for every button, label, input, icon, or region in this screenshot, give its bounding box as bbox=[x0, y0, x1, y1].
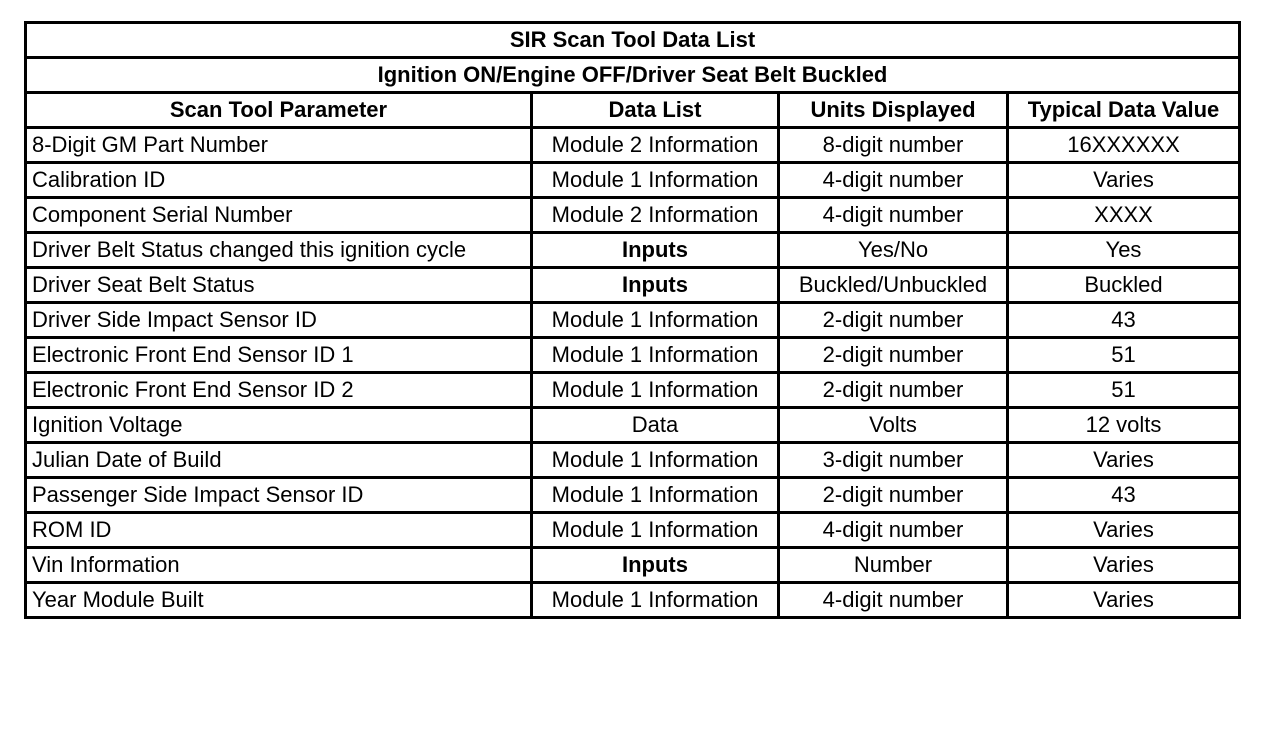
table-row bbox=[26, 548, 1240, 583]
cell-typical-value: Varies bbox=[1008, 583, 1240, 618]
cell-typical-value: XXXX bbox=[1008, 198, 1240, 233]
table-row bbox=[26, 233, 1240, 268]
cell-data-list: Inputs bbox=[532, 268, 779, 303]
cell-parameter: Driver Side Impact Sensor ID bbox=[26, 303, 532, 338]
cell-units: 8-digit number bbox=[779, 128, 1008, 163]
cell-data-list: Module 2 Information bbox=[532, 198, 779, 233]
cell-units: 4-digit number bbox=[779, 163, 1008, 198]
column-header-typical-value: Typical Data Value bbox=[1008, 93, 1240, 128]
table-title: SIR Scan Tool Data List bbox=[26, 23, 1240, 58]
cell-parameter: Year Module Built bbox=[26, 583, 532, 618]
cell-parameter: Driver Belt Status changed this ignition cycle bbox=[26, 233, 532, 268]
table-subtitle: Ignition ON/Engine OFF/Driver Seat Belt Buckled bbox=[26, 58, 1240, 93]
cell-units: 2-digit number bbox=[779, 478, 1008, 513]
cell-data-list: Module 2 Information bbox=[532, 128, 779, 163]
title-row bbox=[26, 23, 1240, 58]
cell-data-list: Inputs bbox=[532, 233, 779, 268]
subtitle-row bbox=[26, 58, 1240, 93]
cell-typical-value: 51 bbox=[1008, 338, 1240, 373]
table-row bbox=[26, 583, 1240, 618]
cell-data-list: Module 1 Information bbox=[532, 513, 779, 548]
cell-typical-value: 43 bbox=[1008, 478, 1240, 513]
cell-typical-value: Buckled bbox=[1008, 268, 1240, 303]
table-row bbox=[26, 338, 1240, 373]
cell-typical-value: Yes bbox=[1008, 233, 1240, 268]
table-row bbox=[26, 128, 1240, 163]
cell-parameter: Driver Seat Belt Status bbox=[26, 268, 532, 303]
cell-typical-value: Varies bbox=[1008, 163, 1240, 198]
cell-typical-value: Varies bbox=[1008, 443, 1240, 478]
table-row bbox=[26, 268, 1240, 303]
cell-data-list: Module 1 Information bbox=[532, 478, 779, 513]
column-header-parameter: Scan Tool Parameter bbox=[26, 93, 532, 128]
cell-units: 4-digit number bbox=[779, 198, 1008, 233]
cell-parameter: Julian Date of Build bbox=[26, 443, 532, 478]
cell-parameter: ROM ID bbox=[26, 513, 532, 548]
cell-units: 4-digit number bbox=[779, 583, 1008, 618]
cell-data-list: Module 1 Information bbox=[532, 443, 779, 478]
cell-data-list: Module 1 Information bbox=[532, 163, 779, 198]
cell-typical-value: 51 bbox=[1008, 373, 1240, 408]
data-list-sheet bbox=[24, 21, 1238, 619]
cell-units: 3-digit number bbox=[779, 443, 1008, 478]
cell-units: 2-digit number bbox=[779, 303, 1008, 338]
cell-units: Buckled/Unbuckled bbox=[779, 268, 1008, 303]
cell-parameter: Vin Information bbox=[26, 548, 532, 583]
cell-units: Number bbox=[779, 548, 1008, 583]
cell-data-list: Module 1 Information bbox=[532, 583, 779, 618]
cell-parameter: Electronic Front End Sensor ID 2 bbox=[26, 373, 532, 408]
table-row bbox=[26, 303, 1240, 338]
cell-data-list: Module 1 Information bbox=[532, 373, 779, 408]
cell-parameter: Ignition Voltage bbox=[26, 408, 532, 443]
cell-units: Volts bbox=[779, 408, 1008, 443]
cell-parameter: Component Serial Number bbox=[26, 198, 532, 233]
cell-units: 4-digit number bbox=[779, 513, 1008, 548]
cell-units: 2-digit number bbox=[779, 373, 1008, 408]
cell-typical-value: 12 volts bbox=[1008, 408, 1240, 443]
table-row bbox=[26, 513, 1240, 548]
cell-parameter: 8-Digit GM Part Number bbox=[26, 128, 532, 163]
cell-typical-value: Varies bbox=[1008, 513, 1240, 548]
cell-data-list: Inputs bbox=[532, 548, 779, 583]
cell-typical-value: 16XXXXXX bbox=[1008, 128, 1240, 163]
table-row bbox=[26, 163, 1240, 198]
table-row bbox=[26, 478, 1240, 513]
table-row bbox=[26, 198, 1240, 233]
cell-units: 2-digit number bbox=[779, 338, 1008, 373]
cell-data-list: Module 1 Information bbox=[532, 303, 779, 338]
table-row bbox=[26, 408, 1240, 443]
cell-parameter: Calibration ID bbox=[26, 163, 532, 198]
scan-tool-data-table bbox=[24, 21, 1241, 619]
cell-typical-value: Varies bbox=[1008, 548, 1240, 583]
column-header-data-list: Data List bbox=[532, 93, 779, 128]
table-row bbox=[26, 443, 1240, 478]
cell-data-list: Module 1 Information bbox=[532, 338, 779, 373]
cell-parameter: Passenger Side Impact Sensor ID bbox=[26, 478, 532, 513]
column-header-units: Units Displayed bbox=[779, 93, 1008, 128]
cell-units: Yes/No bbox=[779, 233, 1008, 268]
header-row bbox=[26, 93, 1240, 128]
cell-data-list: Data bbox=[532, 408, 779, 443]
cell-parameter: Electronic Front End Sensor ID 1 bbox=[26, 338, 532, 373]
cell-typical-value: 43 bbox=[1008, 303, 1240, 338]
table-row bbox=[26, 373, 1240, 408]
